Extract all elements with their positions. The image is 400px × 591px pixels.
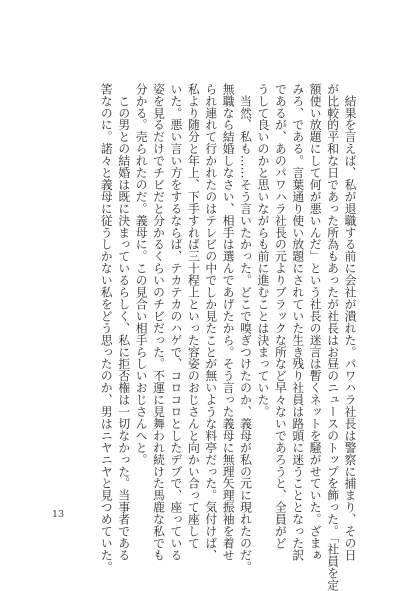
- text-line-12: 姿を見るだけでチビだと分かるくらいのチビだった。不運に見舞われ続けた馬鹿な私でも: [151, 83, 166, 561]
- text-line-6: うして良いのかと思いながらも前に進むことは決まっていた。: [255, 83, 270, 418]
- text-line-1: 結果を言えば、私が退職する前に会社が潰れた。パワハラ社長は警察に捕まり、その日: [343, 83, 357, 561]
- text-line-9: られ連れて行かれたのはテレビの中でしか見たことが無いような料亭だった。気付けば、: [203, 83, 218, 561]
- text-line-15: 筈なのに。諾々と義母に従うしかない私をどう思ったのか、男はニヤニヤと見つめていた。: [99, 83, 114, 573]
- body-text: [97, 83, 358, 591]
- text-line-7: 当然、私も……そう言いたかった。どこで嗅ぎつけたのか、義母が私の元に現れたのだ。: [238, 83, 253, 573]
- text-line-13: 分かる。売られたのだ。義母に。この見合い相手らしいおじさんへと。: [134, 83, 149, 466]
- text-line-3: 額使い放題にして何が悪いんだ」という社長の迷言は暫くネットを騒がせていた。ざまぁ: [308, 83, 323, 561]
- text-line-2: が比較的平和な日であった所為もあったが社長はお昼のニュースのトップを飾った。「社員を定: [325, 83, 340, 591]
- text-line-10: 私より随分と年上、下手すれば三十程上といった容姿のおじさんと向かい合って座して: [186, 83, 201, 550]
- page-number: 13: [52, 509, 65, 520]
- text-line-5: であるが、あのパワハラ社長の元よりブラックな所など早々ないであろうと、全員がど: [273, 83, 288, 550]
- text-line-14: この男との結婚は既に決まっているらしく、私に拒否権は一切なかった。当事者である: [116, 83, 131, 561]
- text-line-8: 無職なら結婚しなさい、相手は選んであげたから。そう言った義母に無理矢理振袖を着せ: [221, 83, 236, 561]
- text-line-4: みろ、である。言葉通り使い放題にされていた生き残り社員は路頭に迷うこととなった訳: [290, 83, 305, 561]
- text-line-11: いた。悪い言い方をするならば、テカテカのハゲで、コロコロとしたデブで、座っている: [168, 83, 183, 561]
